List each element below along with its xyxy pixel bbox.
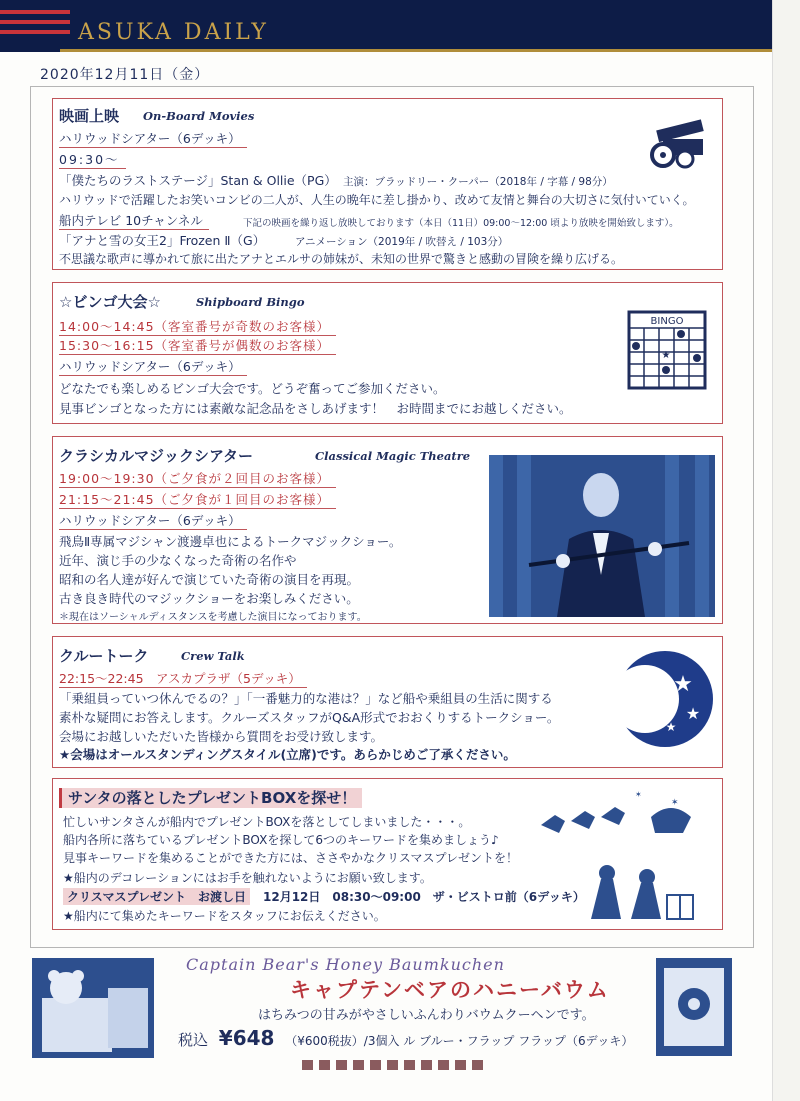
footer-title-en: Captain Bear's Honey Baumkuchen [186, 955, 505, 974]
magic-section [52, 436, 723, 624]
santa-title [59, 787, 362, 808]
price-value: ¥648 [218, 1026, 275, 1050]
crew-title: クルートーク [59, 647, 149, 665]
film2-desc: 不思議な歌声に導かれて旅に出たアナとエルサの姉妹が、未知の世界で驚きと感動の冒険を繰り広げる。 [59, 252, 624, 266]
movies-title: 映画上映 [59, 107, 120, 125]
issue-date: 2020年12月11日（金） [40, 67, 210, 83]
crew-desc-2: 素朴な疑問にお答えします。クルーズスタッフがQ&A形式でおおくりするトークショー。 [59, 710, 560, 725]
svg-text:★: ★ [673, 672, 693, 697]
santa-sleigh-illustration [531, 787, 717, 925]
crew-desc-3: 会場にお越しいただいた皆様から質問をお受け致します。 [59, 729, 384, 744]
film1-title: 「僕たちのラストステージ」Stan & Ollie（PG） [59, 173, 337, 188]
tv-channel: 船内テレビ 10チャンネル [59, 211, 209, 230]
magic-desc-4: 古き良き時代のマジックショーをお楽しみください。 [59, 591, 359, 606]
santa-desc-2: 船内各所に落ちているプレゼントBOXを探して6つのキーワードを集めましょう♪ [63, 833, 499, 847]
tv-note: 下記の映画を繰り返し放映しております（本日（11日）09:00～12:00 頃より放映を開始致します）。 [243, 218, 679, 229]
bingo-section [52, 282, 723, 424]
magician-photo [489, 455, 715, 617]
svg-text:✶: ✶ [635, 790, 642, 799]
baumkuchen-photo [32, 958, 154, 1058]
movies-title-en: On-Board Movies [143, 109, 255, 123]
magic-note: ＊現在はソーシャルディスタンスを考慮した演目になっております。 [59, 612, 367, 623]
crew-time: 22:15～22:45 アスカプラザ（5デッキ） [59, 669, 307, 688]
film-projector-icon [649, 119, 711, 171]
baumkuchen-box-photo [656, 958, 732, 1056]
magic-time-2: 21:15～21:45（ご夕食が１回目のお客様） [59, 490, 336, 509]
santa-note-1: ★船内のデコレーションにはお手を触れないようにお願い致します。 [63, 871, 432, 885]
santa-title-text: サンタの落としたプレゼントBOXを探せ！ [59, 788, 362, 808]
moon-stars-icon [613, 647, 717, 751]
film2-meta: アニメーション（2019年 / 吹替え / 103分） [295, 236, 509, 248]
bingo-desc-2: 見事ビンゴとなった方には素敵な記念品をさしあげます！ お時間までにお越しください。 [59, 401, 572, 416]
bingo-title-en: Shipboard Bingo [196, 295, 305, 309]
magic-time-1: 19:00～19:30（ご夕食が２回目のお客様） [59, 469, 336, 488]
header-stripe [0, 20, 70, 24]
header-bar [0, 0, 772, 52]
page-edge [772, 0, 800, 1101]
footer-desc: はちみつの甘みがやさしいふんわりバウムクーヘンです。 [258, 1008, 595, 1023]
header-stripe [0, 30, 70, 34]
bingo-time-even: 15:30～16:15（客室番号が偶数のお客様） [59, 336, 336, 355]
svg-text:★: ★ [685, 704, 701, 723]
magic-desc-2: 近年、演じ手の少なくなった奇術の名作や [59, 553, 297, 568]
santa-section [52, 778, 723, 930]
svg-text:✶: ✶ [671, 798, 679, 808]
crew-desc-1: 「乗組員っていつ休んでるの？」「一番魅力的な港は？」など船や乗組員の生活に関する [59, 691, 553, 706]
bingo-desc-1: どなたでも楽しめるビンゴ大会です。どうぞ奮ってご参加ください。 [59, 381, 446, 396]
magic-desc-1: 飛鳥Ⅱ専属マジシャン渡邊卓也によるトークマジックショー。 [59, 534, 402, 549]
bingo-time-odd: 14:00～14:45（客室番号が奇数のお客様） [59, 317, 336, 336]
footer-price-line [178, 1026, 633, 1050]
santa-note-2: ★船内にて集めたキーワードをスタッフにお伝えください。 [63, 909, 386, 923]
magic-venue: ハリウッドシアター（6デッキ） [59, 511, 247, 530]
footer-decoration [302, 1060, 483, 1070]
santa-desc-3: 見事キーワードを集めることができた方には、ささやかなクリスマスプレゼントを！ [63, 851, 519, 865]
magic-title-en: Classical Magic Theatre [315, 449, 471, 463]
bingo-card-icon [625, 309, 711, 391]
bingo-title: ☆ビンゴ大会☆ [59, 293, 161, 311]
santa-desc-1: 忙しいサンタさんが船内でプレゼントBOXを落としてしまいました・・・。 [63, 815, 471, 829]
present-date: 12月12日 08:30～09:00 ザ・ビストロ前（6デッキ） [263, 890, 585, 904]
present-label: クリスマスプレゼント お渡し日 [63, 888, 250, 905]
price-label: 税込 [178, 1031, 209, 1049]
svg-text:★: ★ [665, 720, 677, 734]
crew-title-en: Crew Talk [181, 649, 245, 663]
header-stripe [0, 10, 70, 14]
header-title: ASUKA DAILY [78, 20, 269, 45]
footer-title-jp: キャプテンベアのハニーバウム [290, 978, 610, 1002]
bingo-card-label: BINGO [650, 316, 684, 327]
movies-venue: ハリウッドシアター（6デッキ） [59, 129, 247, 148]
magic-desc-3: 昭和の名人達が好んで演じていた奇術の演目を再現。 [59, 572, 360, 587]
film2-title: 「アナと雪の女王2」Frozen Ⅱ（G） [59, 233, 266, 248]
crew-note: ★会場はオールスタンディングスタイル(立席)です。あらかじめご了承ください。 [59, 747, 516, 762]
crew-talk-section [52, 636, 723, 768]
price-detail: （¥600税抜）/3個入 ル ブルー・フラップ フラップ（6デッキ） [285, 1034, 634, 1048]
bingo-venue: ハリウッドシアター（6デッキ） [59, 357, 247, 376]
movies-time: 09:30～ [59, 150, 126, 169]
film1-desc: ハリウッドで活躍したお笑いコンビの二人が、人生の晩年に差し掛かり、改めて友情と舞台の大切さに気付いていく。 [59, 193, 695, 207]
svg-text:★: ★ [661, 350, 671, 361]
movies-section [52, 98, 723, 270]
header-gold-rule [60, 49, 772, 52]
film1-meta: 主演：ブラッドリー・クーパー（2018年 / 字幕 / 98分） [343, 176, 613, 188]
magic-title: クラシカルマジックシアター [59, 447, 253, 465]
